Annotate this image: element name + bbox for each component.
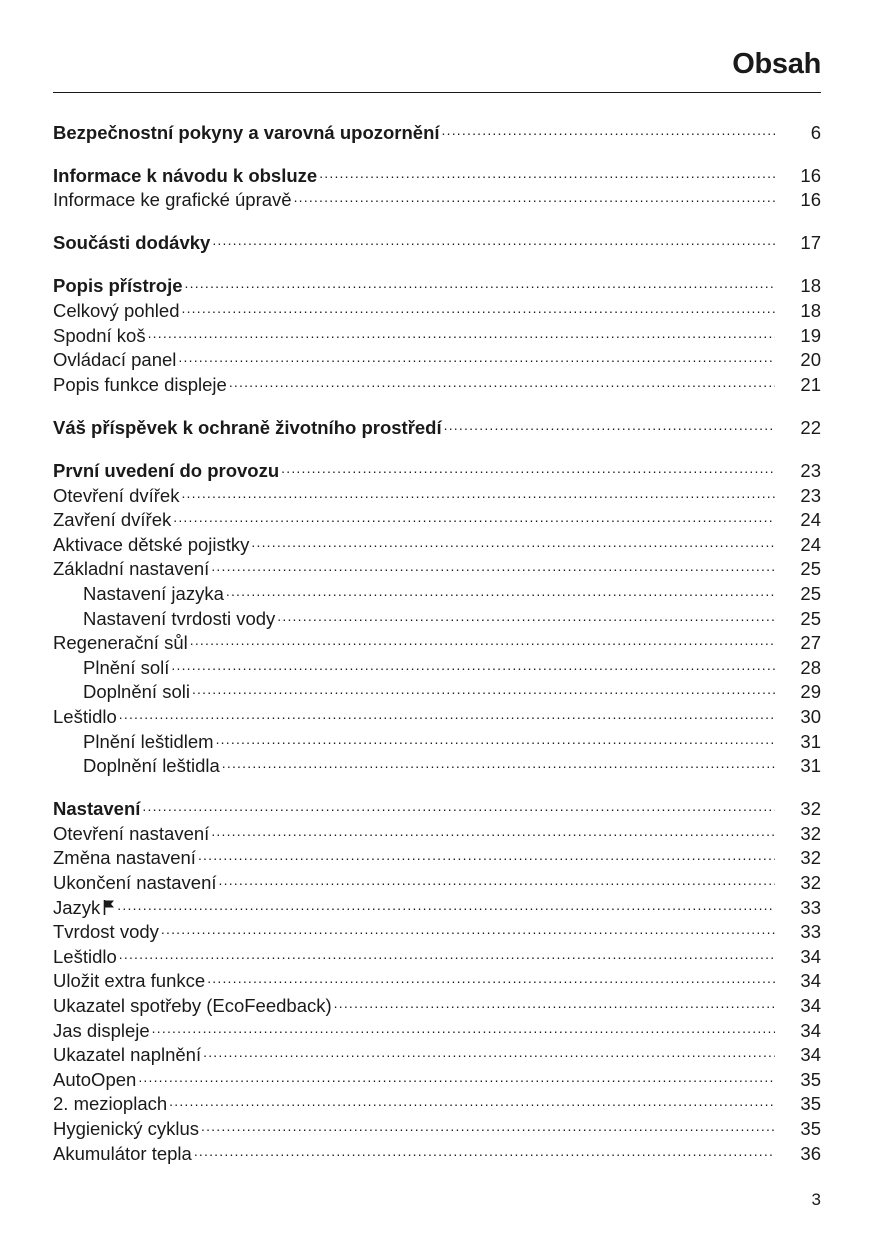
toc-entry[interactable]: [53, 815, 821, 844]
toc-entry-label: Otevření dvířek: [53, 484, 180, 506]
toc-section: [53, 409, 821, 438]
toc-entry-page: 6: [810, 121, 821, 143]
toc-entry-page: 16: [800, 164, 821, 186]
toc-entry-title: [53, 348, 176, 373]
dot-leader: [216, 723, 775, 748]
toc-entry-page: 25: [800, 607, 821, 629]
toc-entry-label: Doplnění soli: [83, 681, 190, 703]
toc-entry-page: 28: [800, 656, 821, 678]
toc-entry-page: 18: [800, 300, 821, 322]
toc-entry-title: [53, 797, 140, 822]
dot-leader: [192, 674, 775, 699]
dot-leader: [212, 225, 775, 250]
toc-entry[interactable]: [53, 114, 821, 143]
toc-entry-page: 32: [800, 822, 821, 844]
toc-entry-page: 32: [800, 798, 821, 820]
toc-entry-label: Aktivace dětské pojistky: [53, 533, 250, 555]
toc-section: [53, 114, 821, 143]
toc-entry-label: AutoOpen: [53, 1068, 137, 1090]
dot-leader: [178, 342, 775, 367]
toc-entry-title: [53, 1117, 199, 1142]
toc-entry-label: Spodní koš: [53, 324, 146, 346]
toc-entry-title: [53, 846, 196, 871]
toc-section: [53, 452, 821, 777]
dot-leader: [201, 1110, 775, 1135]
dot-leader: [185, 268, 775, 293]
toc-entry-title: [53, 969, 205, 994]
toc-entry-title: [53, 416, 442, 441]
toc-entry-page: 22: [800, 416, 821, 438]
toc-entry[interactable]: [53, 409, 821, 438]
toc-entry-label: Ukončení nastavení: [53, 872, 217, 894]
toc-entry-page: 31: [800, 730, 821, 752]
toc-entry[interactable]: [53, 1037, 821, 1066]
dot-leader: [444, 409, 775, 434]
toc-entry-page: 29: [800, 681, 821, 703]
toc-entry-title: [53, 705, 117, 730]
toc-entry-page: 24: [800, 533, 821, 555]
toc-entry[interactable]: [53, 963, 821, 992]
toc-entry-page: 19: [800, 324, 821, 346]
dot-leader: [251, 526, 775, 551]
dot-leader: [294, 182, 775, 207]
toc-entry-title: [83, 754, 220, 779]
toc-entry[interactable]: [53, 1086, 821, 1115]
flag-icon: [103, 897, 115, 913]
toc-section: [53, 157, 821, 211]
toc-entry-label: První uvedení do provozu: [53, 460, 280, 482]
toc-entry-title: [53, 1019, 150, 1044]
toc-entry-label: Leštidlo: [53, 945, 117, 967]
dot-leader: [219, 864, 775, 889]
dot-leader: [182, 292, 776, 317]
dot-leader: [190, 625, 775, 650]
toc-entry-label: Váš příspěvek k ochraně životního prostředí: [53, 416, 442, 438]
toc-entry[interactable]: [53, 914, 821, 943]
toc-entry[interactable]: [53, 698, 821, 727]
toc-entry-label: Akumulátor tepla: [53, 1142, 192, 1164]
toc-entry-title: [53, 274, 183, 299]
toc-entry-label: Leštidlo: [53, 705, 117, 727]
toc-entry-title: [53, 164, 317, 189]
toc-entry-page: 33: [800, 896, 821, 918]
toc-entry-label: Jazyk: [53, 896, 101, 918]
toc-entry[interactable]: [53, 938, 821, 967]
toc-entry-page: 32: [800, 872, 821, 894]
toc-entry-label: Informace ke grafické úpravě: [53, 189, 292, 211]
toc-entry-label: Změna nastavení: [53, 847, 196, 869]
toc-entry-page: 34: [800, 1044, 821, 1066]
toc-entry-label: Ukazatel spotřeby (EcoFeedback): [53, 995, 332, 1016]
toc-entry-title: [53, 631, 188, 656]
toc-entry-page: 20: [800, 349, 821, 371]
toc-entry-label: Součásti dodávky: [53, 232, 211, 254]
toc-entry-title: [53, 1092, 167, 1117]
toc-entry-title: [53, 822, 209, 847]
toc-entry[interactable]: [53, 452, 821, 482]
dot-leader: [119, 938, 775, 963]
toc-entry[interactable]: [53, 157, 821, 186]
page-number: 3: [811, 1190, 821, 1209]
toc-entry-label: Základní nastavení: [53, 558, 210, 580]
toc-entry-page: 25: [800, 558, 821, 580]
toc-entry-label: Zavření dvířek: [53, 509, 172, 531]
dot-leader: [181, 477, 775, 502]
toc-entry[interactable]: [53, 1110, 821, 1139]
toc-entry-page: 34: [800, 945, 821, 967]
toc-entry-title: [53, 896, 115, 921]
toc-entry[interactable]: [53, 317, 821, 346]
toc-entry-page: 35: [800, 1093, 821, 1115]
toc-entry-label: Doplnění leštidla: [83, 755, 220, 777]
toc-entry-page: 16: [800, 189, 821, 211]
toc-entry-page: 21: [800, 373, 821, 395]
toc-section: [53, 225, 821, 254]
toc-entry-title: [53, 324, 146, 349]
toc-entry-title: [53, 121, 440, 146]
toc-entry-label: Celkový pohled: [53, 300, 180, 322]
toc-entry-title: [53, 373, 227, 398]
toc-entry-label: Popis funkce displeje: [53, 373, 227, 395]
toc-entry-title: [83, 730, 214, 755]
toc-entry-page: 35: [800, 1117, 821, 1139]
toc-entry-label: Popis přístroje: [53, 275, 183, 297]
dot-leader: [173, 502, 775, 527]
toc-entry-title: [83, 582, 224, 607]
toc-entry-label: Tvrdost vody: [53, 921, 159, 943]
dot-leader: [203, 1037, 775, 1062]
dot-leader: [169, 1086, 775, 1111]
toc-entry-label: Jas displeje: [53, 1019, 150, 1041]
dot-leader: [281, 452, 775, 477]
dot-leader: [171, 649, 775, 674]
toc-entry-page: 23: [800, 460, 821, 482]
toc-entry-label: Informace k návodu k obsluze: [53, 164, 318, 186]
toc-entry-title: [53, 188, 292, 213]
table-of-contents: [53, 114, 821, 1178]
toc-entry[interactable]: [53, 889, 821, 918]
toc-entry[interactable]: [53, 1061, 821, 1090]
toc-entry[interactable]: [53, 1012, 821, 1041]
toc-entry-page: 35: [800, 1068, 821, 1090]
dot-leader: [277, 600, 775, 625]
toc-entry-label: Nastavení jazyka: [83, 583, 224, 604]
dot-leader: [319, 157, 775, 182]
toc-entry-label: Hygienický cyklus: [53, 1117, 199, 1139]
toc-entry-label: Nastavení: [53, 798, 141, 820]
toc-entry-title: [53, 231, 210, 256]
toc-entry[interactable]: [53, 342, 821, 371]
toc-entry-label: Plnění solí: [83, 656, 170, 678]
toc-entry-page: 34: [800, 995, 821, 1016]
toc-entry[interactable]: [53, 791, 821, 820]
title-divider: [53, 92, 821, 93]
toc-entry-label: Ovládací panel: [53, 349, 177, 371]
dot-leader: [194, 1135, 775, 1160]
dot-leader: [142, 791, 775, 816]
toc-entry-title: [53, 1142, 192, 1167]
toc-entry-page: 32: [800, 847, 821, 869]
toc-entry-page: 23: [800, 484, 821, 506]
toc-entry-label: 2. mezioplach: [53, 1093, 168, 1115]
toc-entry[interactable]: [53, 268, 821, 297]
toc-entry-title: [53, 1068, 136, 1093]
dot-leader: [207, 963, 775, 988]
toc-entry-title: [53, 557, 209, 582]
dot-leader: [148, 317, 775, 342]
toc-section: [53, 268, 821, 395]
toc-entry-title: [83, 656, 169, 681]
toc-entry-page: 34: [800, 970, 821, 992]
dot-leader: [211, 551, 775, 576]
toc-entry-page: 36: [800, 1142, 821, 1164]
dot-leader: [226, 575, 775, 600]
toc-entry-title: [53, 508, 171, 533]
toc-entry-page: 24: [800, 509, 821, 531]
toc-entry-page: 34: [800, 1019, 821, 1041]
toc-entry-title: [53, 945, 117, 970]
dot-leader: [198, 840, 775, 865]
toc-section: [53, 791, 821, 1164]
toc-entry-title: [53, 484, 179, 509]
dot-leader: [222, 748, 775, 773]
toc-entry-page: 25: [800, 583, 821, 604]
toc-entry[interactable]: [53, 723, 821, 752]
toc-entry-page: 31: [800, 755, 821, 777]
toc-entry-label: Bezpečnostní pokyny a varovná upozornění: [53, 121, 440, 143]
toc-entry-label: Uložit extra funkce: [53, 970, 206, 992]
toc-entry-page: 17: [800, 232, 821, 254]
toc-entry-page: 18: [800, 275, 821, 297]
dot-leader: [211, 815, 775, 840]
dot-leader: [138, 1061, 775, 1086]
dot-leader: [152, 1012, 775, 1037]
dot-leader: [161, 914, 775, 939]
toc-entry-page: 30: [800, 705, 821, 727]
dot-leader: [119, 698, 775, 723]
toc-entry-label: Regenerační sůl: [53, 632, 188, 654]
toc-entry-page: 27: [800, 632, 821, 654]
toc-entry-label: Nastavení tvrdosti vody: [83, 607, 276, 629]
page-title: Obsah: [732, 48, 821, 80]
toc-entry[interactable]: [53, 225, 821, 254]
toc-entry-label: Ukazatel naplnění: [53, 1044, 202, 1066]
dot-leader: [334, 987, 775, 1012]
toc-entry-label: Otevření nastavení: [53, 822, 210, 844]
dot-leader: [442, 114, 775, 139]
toc-entry-label: Plnění leštidlem: [83, 730, 214, 752]
dot-leader: [229, 366, 775, 391]
toc-entry-page: 33: [800, 921, 821, 943]
dot-leader: [117, 889, 775, 914]
